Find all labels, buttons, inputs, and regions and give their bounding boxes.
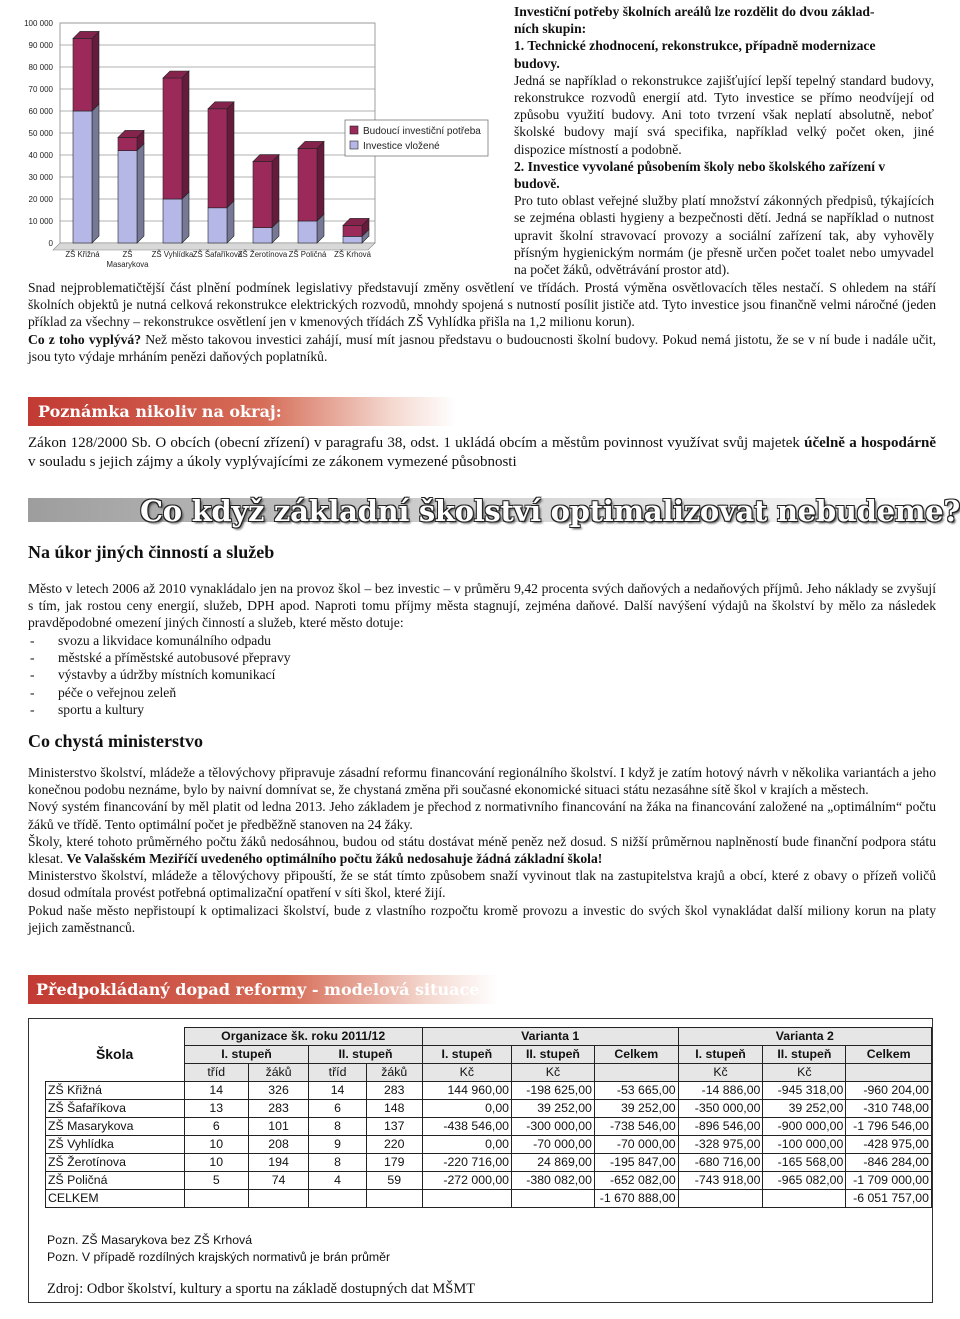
table-cell: 39 252,00: [763, 1100, 846, 1118]
table-cell: -165 568,00: [763, 1154, 846, 1172]
org-header: Organizace šk. roku 2011/12: [184, 1028, 422, 1046]
y-tick-label: 100 000: [24, 19, 53, 28]
stage-2-header: II. stupeň: [309, 1046, 422, 1064]
consequence-text: Než město takovou investici zahájí, musí mít jasnou představu o budoucnosti školní budovy. Pokud nemá jistotu, že se v ní bude i nadále učit, jsou tyto výdaje mrháním penězi daňových poplatníků.: [28, 331, 936, 364]
bar-segment: [73, 111, 92, 243]
table-row: [46, 1136, 932, 1154]
table-cell: -300 000,00: [512, 1118, 595, 1136]
law-note-text-a: Zákon 128/2000 Sb. O obcích (obecní zřízení) v paragrafu 38, odst. 1 ukládá obcím a městům povinnost využívat svůj majetek: [28, 435, 805, 451]
table-row: [46, 1082, 932, 1100]
school-header: Škola: [95, 1046, 134, 1062]
classes-header: tříd: [309, 1064, 366, 1082]
list-item: - městské a příměstské autobusové přepravy: [28, 649, 628, 666]
bar-side: [227, 102, 234, 208]
bar-side: [92, 104, 99, 243]
table-cell: -680 716,00: [678, 1154, 763, 1172]
bar-segment: [253, 162, 272, 228]
list-item: - sportu a kultury: [28, 701, 628, 718]
x-tick-label: ZŠ Křižná: [65, 250, 100, 259]
ministry-p3-bold: Ve Valašském Meziříčí uvedeného optimálního počtu žáků nedosahuje žádná základní škola!: [66, 851, 603, 867]
table-cell: -965 082,00: [763, 1172, 846, 1190]
intro-line-2: ních skupin:: [514, 21, 587, 37]
table-note-1: Pozn. ZŠ Masarykova bez ZŠ Krhová: [47, 1233, 253, 1247]
total-variant-2: -6 051 757,00: [846, 1190, 932, 1208]
table-cell: -14 886,00: [678, 1082, 763, 1100]
y-tick-label: 40 000: [28, 151, 53, 160]
y-tick-label: 10 000: [28, 217, 53, 226]
law-note-bold: účelně a hospodárně: [804, 435, 936, 451]
table-cell: -900 000,00: [763, 1118, 846, 1136]
stage-1-header: I. stupeň: [184, 1046, 309, 1064]
bar-side: [272, 155, 279, 228]
bar-segment: [343, 236, 362, 243]
table-cell: -428 975,00: [846, 1136, 932, 1154]
lighting-text: Snad nejproblematičtější část plnění podmínek legislativy představují změny osvětlení ve třídách. Prostá výměna osvětlovacích těles nestačí. S ohledem na stáří školních objektů je nutná celková rekonstrukce elektrických rozvodů, mnohdy spojená s nutností posílit jističe atd. Tyto investice jsou finančně velmi náročné (jeden příklad za všechny – rekonstrukce osvětlení jen v kmenových třídách ZŠ Vyhlídka přišla na 1,2 milionu korun).: [28, 280, 936, 330]
v1-stage-1-header: I. stupeň: [422, 1046, 511, 1064]
table-cell: -945 318,00: [763, 1082, 846, 1100]
x-tick-label: ZŠ: [122, 250, 133, 259]
table-cell: 8: [309, 1118, 366, 1136]
table-cell: -198 625,00: [512, 1082, 595, 1100]
table-source: Zdroj: Odbor školství, kultury a sportu na základě dostupných dat MŠMT: [47, 1281, 476, 1297]
table-cell: 137: [366, 1118, 422, 1136]
table-cell: -195 847,00: [594, 1154, 678, 1172]
ministry-paragraph-2: Nový systém financování by měl platit od ledna 2013. Jeho základem je přechod z normativního financování na žáka na financování založené na „optimálním“ počtu žáků ve třídě. Tento optimální počet je předběžně stanoven na 24 žáky.: [28, 799, 936, 832]
table-cell: 179: [366, 1154, 422, 1172]
table-cell: 24 869,00: [512, 1154, 595, 1172]
table-cell: -53 665,00: [594, 1082, 678, 1100]
table-cell: 326: [248, 1082, 309, 1100]
table-cell: 6: [184, 1118, 248, 1136]
list-item: - péče o veřejnou zeleň: [28, 684, 628, 701]
table-cell: -70 000,00: [594, 1136, 678, 1154]
bar-segment: [73, 38, 92, 111]
variant-1-header: Varianta 1: [422, 1028, 678, 1046]
x-tick-label: ZŠ Krhová: [334, 250, 371, 259]
table-cell: 14: [184, 1082, 248, 1100]
legend-label: Investice vložené: [363, 141, 440, 152]
table-cell: 220: [366, 1136, 422, 1154]
school-name-cell: ZŠ Křižná: [46, 1082, 185, 1100]
ministry-paragraph-3: [28, 833, 936, 867]
table-cell: 283: [248, 1100, 309, 1118]
total-variant-1: -1 670 888,00: [594, 1190, 678, 1208]
table-cell: -896 546,00: [678, 1118, 763, 1136]
table-row: [46, 1154, 932, 1172]
table-cell: 5: [184, 1172, 248, 1190]
section-1-heading: Na úkor jiných činností a služeb: [28, 542, 275, 562]
intro-line: Investiční potřeby školních areálů lze rozdělit do dvou základ-: [514, 4, 875, 19]
group-2-text: Pro tuto oblast veřejné služby platí množství zákonných předpisů, týkajících se zejména oblasti hygieny a bezpečnosti dětí. Jedná se například o nutnost upravit školní stravovací provozy a sociální zařízení tak, aby vyhověly přísným hygienickým normám (je přesně určen počet toalet nebo umyvadel na počet žáků, odvětrávání prostor atd).: [514, 193, 934, 278]
table-cell: 208: [248, 1136, 309, 1154]
table-cell: 39 252,00: [512, 1100, 595, 1118]
school-name-cell: ZŠ Masarykova: [46, 1118, 185, 1136]
table-cell: -743 918,00: [678, 1172, 763, 1190]
table-cell: 148: [366, 1100, 422, 1118]
table-cell: -310 748,00: [846, 1100, 932, 1118]
table-row: [46, 1100, 932, 1118]
bar-segment: [298, 221, 317, 243]
legend-swatch: [350, 141, 358, 149]
bar-segment: [163, 78, 182, 199]
table-cell: 39 252,00: [594, 1100, 678, 1118]
reform-banner: Předpokládaný dopad reformy - modelová situace: [28, 975, 498, 1004]
investment-groups-text: [514, 3, 934, 278]
y-tick-label: 60 000: [28, 107, 53, 116]
y-tick-label: 70 000: [28, 85, 53, 94]
x-tick-label: Masarykova: [106, 260, 149, 269]
table-cell: -438 546,00: [422, 1118, 511, 1136]
currency-header: Kč: [678, 1064, 763, 1082]
consequence-question: Co z toho vyplývá?: [28, 331, 142, 347]
y-tick-label: 50 000: [28, 129, 53, 138]
bar-segment: [118, 137, 137, 150]
table-cell: 144 960,00: [422, 1082, 511, 1100]
table-cell: 10: [184, 1136, 248, 1154]
v1-total-header: Celkem: [594, 1046, 678, 1064]
table-cell: -960 204,00: [846, 1082, 932, 1100]
bar-segment: [298, 148, 317, 221]
table-cell: -380 082,00: [512, 1172, 595, 1190]
y-tick-label: 20 000: [28, 195, 53, 204]
bar-segment: [208, 109, 227, 208]
school-name-cell: ZŠ Poličná: [46, 1172, 185, 1190]
table-cell: -846 284,00: [846, 1154, 932, 1172]
table-cell: -1 709 000,00: [846, 1172, 932, 1190]
table-row: [46, 1118, 932, 1136]
bar-segment: [163, 199, 182, 243]
table-cell: -350 000,00: [678, 1100, 763, 1118]
total-row: [46, 1190, 932, 1208]
reform-table: [45, 1027, 932, 1208]
lighting-paragraph: [28, 279, 936, 365]
group-2-heading: 2. Investice vyvolané působením školy nebo školského zařízení v budově.: [514, 158, 886, 192]
chart-floor: [53, 243, 375, 250]
group-1-text: Jedná se například o rekonstrukce zajišťující lepší tepelný standard budovy, rekonstrukce rozvodů energií atd. Tyto investice se přímo neodvíjejí od způsobu využití budovy. Ani toto tvrzení však neplatí absolutně, neboť školské budovy mají svá specifika, například velký počet oken, jiné dispozice místností a podobně.: [514, 72, 934, 157]
table-row: [46, 1172, 932, 1190]
table-cell: 4: [309, 1172, 366, 1190]
table-cell: 0,00: [422, 1100, 511, 1118]
v2-total-header: Celkem: [846, 1046, 932, 1064]
x-tick-label: ZŠ Poličná: [288, 250, 327, 259]
currency-header: Kč: [763, 1064, 846, 1082]
school-name-cell: ZŠ Šafaříkova: [46, 1100, 185, 1118]
ministry-paragraph-5: Pokud naše město nepřistoupí k optimalizaci školství, bude z vlastního rozpočtu kromě provozu a investic do svých škol vynakládat další miliony korun na platy jejich zaměstnanců.: [28, 902, 936, 935]
ministry-paragraph-1: Ministerstvo školství, mládeže a tělovýchovy připravuje zásadní reformu financování regionálního školství. I když je zatím hotový návrh v několika variantách a jeho konečnou podobu neznáme, bylo by naivní domnívat se, že chystaná změna při současné ekonomické situaci státu nezasáhne sítě škol v krajích a městech.: [28, 765, 936, 798]
v2-stage-1-header: I. stupeň: [678, 1046, 763, 1064]
group-1-heading-2: budovy.: [514, 55, 560, 71]
list-item: - výstavby a údržby místních komunikací: [28, 666, 628, 683]
table-cell: 59: [366, 1172, 422, 1190]
school-name-cell: ZŠ Žerotínova: [46, 1154, 185, 1172]
table-note-2: Pozn. V případě rozdílných krajských normativů je brán průměr: [47, 1250, 391, 1264]
classes-header: tříd: [184, 1064, 248, 1082]
currency-header: Kč: [512, 1064, 595, 1082]
currency-header: Kč: [422, 1064, 511, 1082]
group-1-heading: 1. Technické zhodnocení, rekonstrukce, případně modernizace: [514, 38, 876, 54]
x-tick-label: ZŠ Žerotínova: [237, 250, 288, 259]
table-cell: -70 000,00: [512, 1136, 595, 1154]
table-cell: 283: [366, 1082, 422, 1100]
table-cell: 13: [184, 1100, 248, 1118]
variant-2-header: Varianta 2: [678, 1028, 931, 1046]
reform-table-box: [28, 1018, 933, 1303]
y-tick-label: 30 000: [28, 173, 53, 182]
law-note-text-b: v souladu s jejich zájmy a úkoly vyplývajícími ze zákonem vymezené působnosti: [28, 454, 517, 470]
bar-side: [182, 192, 189, 243]
table-cell: 6: [309, 1100, 366, 1118]
table-cell: 0,00: [422, 1136, 511, 1154]
bar-segment: [118, 151, 137, 243]
bar-side: [182, 71, 189, 199]
note-banner: Poznámka nikoliv na okraj:: [28, 397, 456, 426]
main-heading: Co když základní školství optimalizovat nebudeme?: [140, 494, 960, 528]
v2-stage-2-header: II. stupeň: [763, 1046, 846, 1064]
school-name-cell: ZŠ Vyhlídka: [46, 1136, 185, 1154]
pupils-header: žáků: [248, 1064, 309, 1082]
services-list: [28, 632, 628, 718]
table-cell: 8: [309, 1154, 366, 1172]
table-cell: -652 082,00: [594, 1172, 678, 1190]
x-tick-label: ZŠ Vyhlídka: [151, 250, 194, 259]
bar-segment: [343, 225, 362, 236]
y-tick-label: 0: [48, 239, 53, 248]
section-1-paragraph: Město v letech 2006 až 2010 vynakládalo jen na provoz škol – bez investic – v průměru 9,42 procenta svých daňových a nedaňových příjmů. Jeho náklady se zvyšují s tím, jak rostou ceny energií, služeb, DPH apod. Naproti tomu příjmy města stagnují, zejména daňové. Další navýšení výdajů na školství by mělo za následek pravděpodobné omezení jiných činností a služeb, které město dotuje:: [28, 581, 936, 631]
section-2-text: [28, 764, 936, 936]
y-tick-label: 80 000: [28, 63, 53, 72]
table-cell: 74: [248, 1172, 309, 1190]
table-cell: -738 546,00: [594, 1118, 678, 1136]
table-cell: -272 000,00: [422, 1172, 511, 1190]
v1-stage-2-header: II. stupeň: [512, 1046, 595, 1064]
legend-swatch: [350, 126, 358, 134]
y-tick-label: 90 000: [28, 41, 53, 50]
table-cell: 9: [309, 1136, 366, 1154]
investment-bar-chart: [0, 0, 500, 275]
table-cell: -328 975,00: [678, 1136, 763, 1154]
x-tick-label: ZŠ Šafaříkova: [192, 250, 243, 259]
ministry-paragraph-4: Ministerstvo školství, mládeže a tělovýchovy připouští, že se stát tímto způsobem snaží vyvinout tlak na zastupitelstva krajů a obcí, které z obavy o přízeň voličů dosud odmítala provést potřebná optimalizační opatření v síti škol, které žijí.: [28, 868, 936, 901]
bar-side: [137, 144, 144, 243]
law-note: [28, 434, 936, 472]
table-cell: 101: [248, 1118, 309, 1136]
table-cell: 14: [309, 1082, 366, 1100]
bar-segment: [253, 228, 272, 243]
list-item: - svozu a likvidace komunálního odpadu: [28, 632, 628, 649]
total-label: CELKEM: [46, 1190, 185, 1208]
bar-side: [317, 141, 324, 221]
table-cell: -1 796 546,00: [846, 1118, 932, 1136]
table-cell: 194: [248, 1154, 309, 1172]
bar-segment: [208, 208, 227, 243]
table-cell: -100 000,00: [763, 1136, 846, 1154]
chart-canvas: [0, 0, 500, 275]
pupils-header: žáků: [366, 1064, 422, 1082]
ministry-p3-text: Školy, které tohoto průměrného počtu žáků nedosáhnou, budou od státu dostávat méně peněz než dosud. S nižší průměrnou naplněností bude finanční podpora státu klesat.: [28, 833, 936, 867]
table-cell: 10: [184, 1154, 248, 1172]
section-2-heading: Co chystá ministerstvo: [28, 731, 203, 751]
table-cell: -220 716,00: [422, 1154, 511, 1172]
legend-label: Budoucí investiční potřeba: [363, 126, 481, 137]
bar-side: [92, 31, 99, 111]
